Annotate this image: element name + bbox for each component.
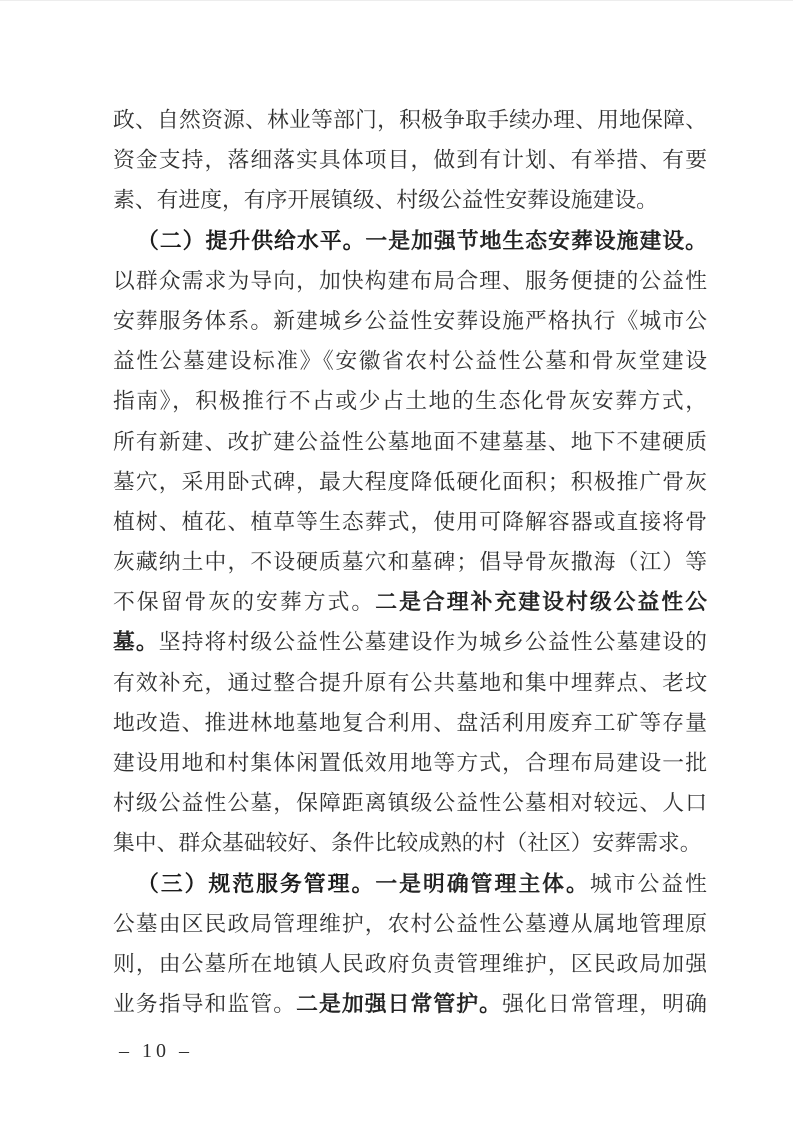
body-text: 所有新建、改扩建公益性公墓地面不建墓基、地下不建硬质 <box>113 429 707 454</box>
text-line <box>113 743 707 783</box>
text-line <box>113 301 707 341</box>
text-line <box>113 622 707 662</box>
sub-item-emphasis: 二是合理补充建设村级公益性公 <box>375 590 707 615</box>
text-block <box>113 100 707 1024</box>
body-text: 以群众需求为导向，加快构建布局合理、服务便捷的公益性 <box>113 268 707 293</box>
body-text: 安葬服务体系。新建城乡公益性安葬设施严格执行《城市公 <box>113 308 707 333</box>
body-text: 政、自然资源、林业等部门，积极争取手续办理、用地保障、 <box>113 108 707 132</box>
body-text: 建设用地和村集体闲置低效用地等方式，合理布局建设一批 <box>113 751 707 775</box>
body-text: 植树、植花、植草等生态葬式，使用可降解容器或直接将骨 <box>113 509 707 534</box>
sub-item-emphasis: 一是加强节地生态安葬设施建设。 <box>365 228 707 253</box>
body-text: 城市公益性 <box>589 871 707 896</box>
text-line <box>113 422 707 462</box>
text-line <box>113 180 707 220</box>
body-text: 有效补充，通过整合提升原有公共墓地和集中埋葬点、老坟 <box>113 670 707 695</box>
text-line <box>113 904 707 944</box>
text-line <box>113 703 707 743</box>
body-text: 村级公益性公墓，保障距离镇级公益性公墓相对较远、人口 <box>113 791 707 816</box>
body-text: 益性公墓建设标准》《安徽省农村公益性公墓和骨灰堂建设 <box>113 349 707 374</box>
body-text: 集中、群众基础较好、条件比较成熟的村（社区）安葬需求。 <box>113 831 702 856</box>
text-line <box>113 462 707 502</box>
text-line <box>113 582 707 622</box>
body-text: 强化日常管理，明确 <box>502 992 707 1017</box>
body-text: 素、有进度，有序开展镇级、村级公益性安葬设施建设。 <box>113 188 658 213</box>
section-heading: （三）规范服务管理。 <box>137 871 376 896</box>
body-text: 灰藏纳土中，不设硬质墓穴和墓碑；倡导骨灰撒海（江）等 <box>113 550 707 575</box>
text-line <box>113 944 707 984</box>
text-line <box>113 381 707 421</box>
body-text: 公墓由区民政局管理维护，农村公益性公墓遵从属地管理原 <box>113 911 707 936</box>
text-line <box>113 341 707 381</box>
sub-item-emphasis: 墓。 <box>113 630 159 655</box>
body-text: 墓穴，采用卧式碑，最大程度降低硬化面积；积极推广骨灰 <box>113 469 707 494</box>
text-line <box>113 221 707 261</box>
text-line <box>113 864 707 904</box>
body-text: 不保留骨灰的安葬方式。 <box>113 590 376 615</box>
body-text: 指南》，积极推行不占或少占土地的生态化骨灰安葬方式， <box>113 389 707 414</box>
document-page <box>0 1 793 1123</box>
text-line <box>113 783 707 823</box>
text-line <box>113 823 707 863</box>
body-text: 业务指导和监管。 <box>113 992 297 1017</box>
body-text: 资金支持，落细落实具体项目，做到有计划、有举措、有要 <box>113 148 707 173</box>
text-line <box>113 984 707 1024</box>
text-line <box>113 140 707 180</box>
sub-item-emphasis: 二是加强日常管护。 <box>296 992 503 1017</box>
text-line <box>113 100 707 140</box>
section-heading: （二）提升供给水平。 <box>137 228 366 253</box>
text-line <box>113 542 707 582</box>
body-text: 地改造、推进林地墓地复合利用、盘活利用废弃工矿等存量 <box>113 710 707 735</box>
sub-item-emphasis: 一是明确管理主体。 <box>375 871 590 896</box>
text-line <box>113 502 707 542</box>
text-line <box>113 663 707 703</box>
body-text: 则，由公墓所在地镇人民政府负责管理维护，区民政局加强 <box>113 951 707 976</box>
body-text: 坚持将村级公益性公墓建设作为城乡公益性公墓建设的 <box>158 630 707 655</box>
text-line <box>113 261 707 301</box>
page-number: – 10 – <box>119 1040 193 1062</box>
